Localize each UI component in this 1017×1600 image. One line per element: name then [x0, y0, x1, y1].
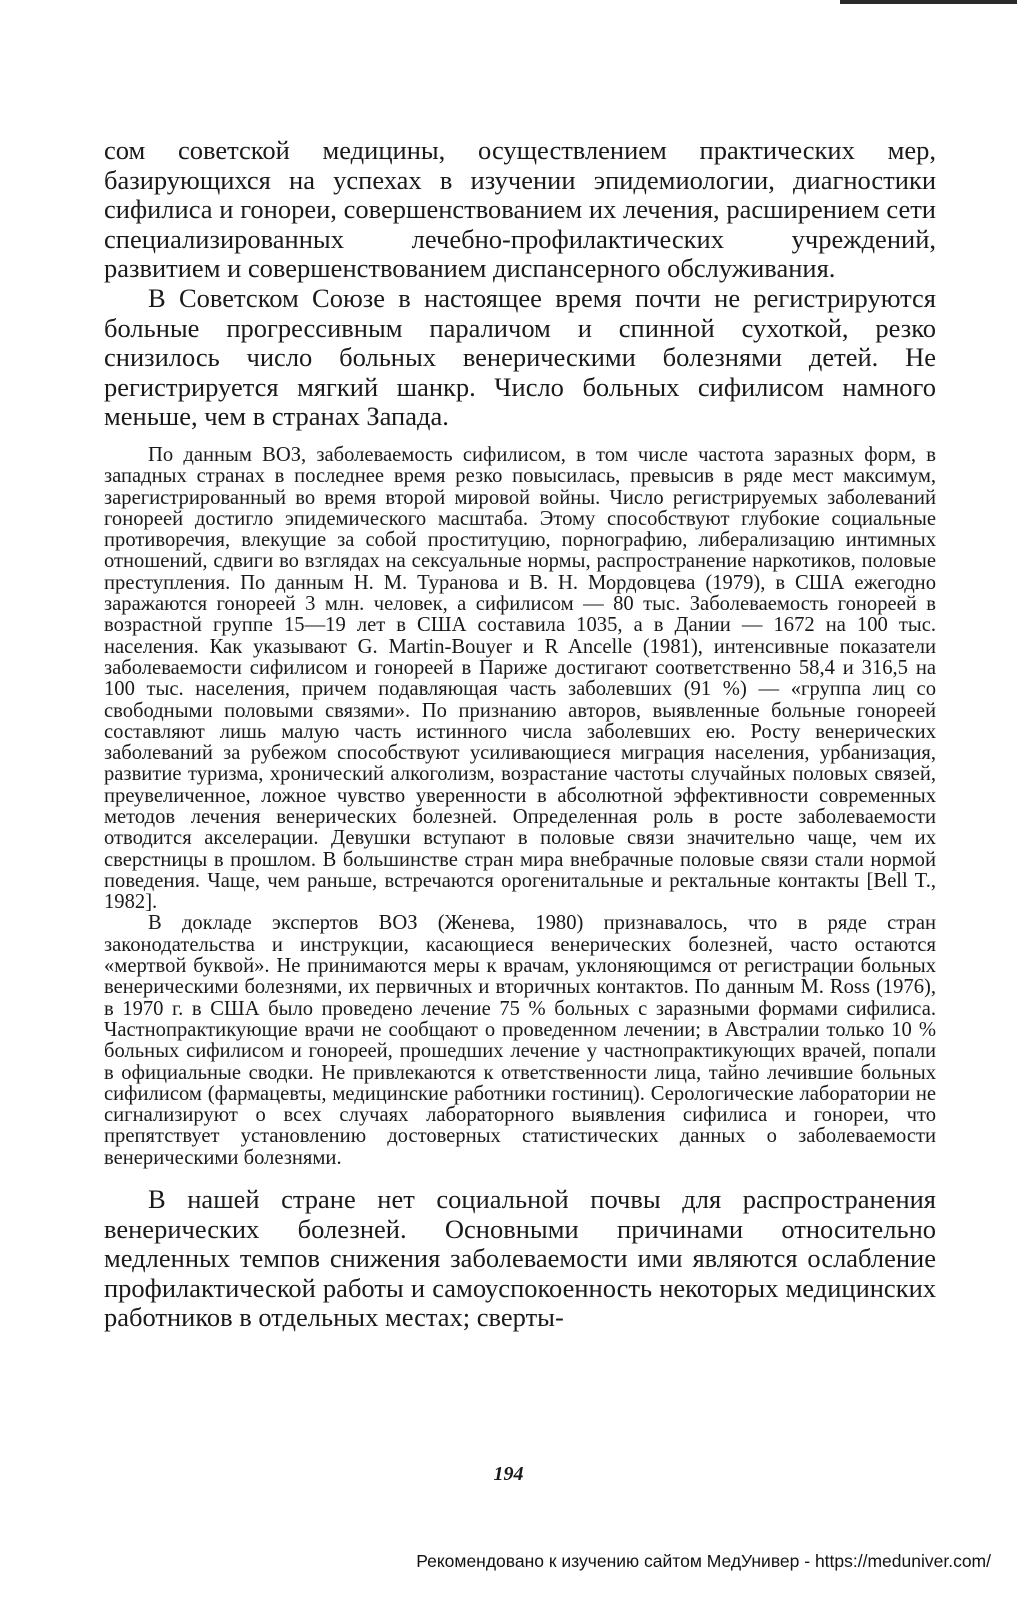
top-rule	[840, 0, 1017, 4]
page-body	[104, 136, 936, 1333]
paragraph-who-data: По данным ВОЗ, заболеваемость сифилисом, в том числе частота заразных форм, в западных странах в последнее время резко повысилась, превысив в ряде мест максимум, зарегистрированный во время второй мировой войны. Число регистрируемых заболеваний гонореей достигло эпидемического масштаба. Этому способствуют глубокие социальные противоречия, влекущие за собой проституцию, порнографию, либерализацию интимных отношений, сдвиги во взглядах на сексуальные нормы, распространение наркотиков, половые преступления. По данным Н. М. Туранова и В. Н. Мордовцева (1979), в США ежегодно заражаются гонореей 3 млн. человек, а сифилисом — 80 тыс. Заболеваемость гонореей в возрастной группе 15—19 лет в США составила 1035, а в Дании — 1672 на 100 тыс. населения. Как указывают G. Martin-Bouyer и R Ancelle (1981), интенсивные показатели заболеваемости сифилисом и гонореей в Париже достигают соответственно 58,4 и 316,5 на 100 тыс. населения, причем подавляющая часть заболевших (91 %) — «группа лиц со свободными половыми связями». По признанию авторов, выявленные больные гонореей составляют лишь малую часть истинного числа заболевших ею. Росту венерических заболеваний за рубежом способствуют усиливающиеся миграция населения, урбанизация, развитие туризма, хронический алкоголизм, возрастание частоты случайных половых связей, преувеличенное, ложное чувство уверенности в абсолютной эффективности современных методов лечения венерических болезней. Определенная роль в росте заболеваемости отводится акселерации. Девушки вступают в половые связи значительно чаще, чем их сверстницы в прошлом. В большинстве стран мира внебрачные половые связи стали нормой поведения. Чаще, чем раньше, встречаются орогенитальные и ректальные контакты [Bell T., 1982].	[104, 443, 936, 914]
paragraph-who-report: В докладе экспертов ВОЗ (Женева, 1980) признавалось, что в ряде стран законодательства и инструкции, касающиеся венерических болезней, часто остаются «мертвой буквой». Не принимаются меры к врачам, уклоняющимся от регистрации больных венерическими болезнями, их первичных и вторичных контактов. По данным М. Ross (1976), в 1970 г. в США было проведено лечение 75 % больных с заразными формами сифилиса. Частнопрактикующие врачи не сообщают о проведенном лечении; в Австралии только 10 % больных сифилисом и гонореей, прошедших лечение у частнопрактикующих врачей, попали в официальные сводки. Не привлекаются к ответственности лица, тайно лечившие больных сифилисом (фармацевты, медицинские работники гостиниц). Серологические лаборатории не сигнализируют о всех случаях лабораторного выявления сифилиса и гонореи, что препятствует установлению достоверных статистических данных о заболеваемости венерическими болезнями.	[104, 912, 936, 1169]
page-number: 194	[493, 1463, 524, 1485]
paragraph-soviet-union: В Советском Союзе в настоящее время почти не регистрируются больные прогрессивным параличом и спинной сухоткой, резко снизилось число больных венерическими болезнями детей. Не регистрируется мягкий шанкр. Число больных сифилисом намного меньше, чем в странах Запада.	[104, 282, 936, 432]
small-print-block	[104, 445, 936, 1169]
paragraph-our-country: В нашей стране нет социальной почвы для распространения венерических болезней. Основными причинами относительно медленных темпов снижения заболеваемости ими являются ослабление профилактической работы и самоуспокоенность некоторых медицинских работников в отдельных местах; сверты-	[104, 1184, 936, 1333]
footer-watermark: Рекомендовано к изучению сайтом МедУнивер - https://meduniver.com/	[416, 1551, 991, 1571]
paragraph-continuation: сом советской медицины, осуществлением практических мер, базирующихся на успехах в изучении эпидемиологии, диагностики сифилиса и гонореи, совершенствованием их лечения, расширением сети специализированных лечебно-профилактических учреждений, развитием и совершенствованием диспансерного обслуживания.	[104, 135, 936, 284]
